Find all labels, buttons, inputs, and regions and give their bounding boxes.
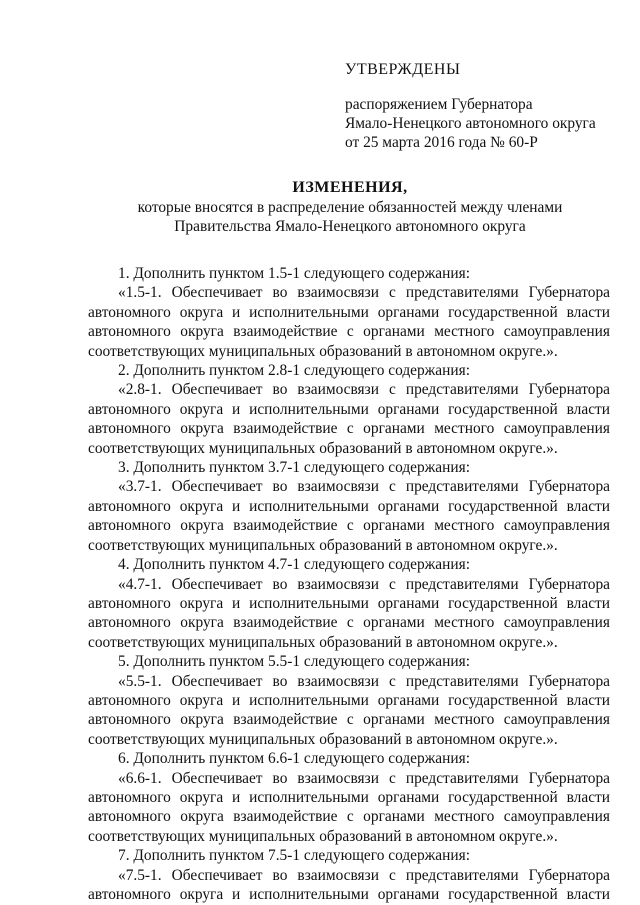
item-6-body: «6.6-1. Обеспечивает во взаимосвязи с представителями Губернатора автономного округа и исполнительными органами государственной власти автономного округа взаимодействие с органами местного самоуправления соответствующих муниципальных образований в автономном округе.». bbox=[88, 769, 610, 845]
item-2-heading: 2. Дополнить пунктом 2.8-1 следующего содержания: bbox=[118, 362, 470, 380]
item-4-heading: 4. Дополнить пунктом 4.7-1 следующего содержания: bbox=[118, 556, 470, 574]
item-3-heading: 3. Дополнить пунктом 3.7-1 следующего содержания: bbox=[118, 459, 470, 477]
approval-line-2: Ямало-Ненецкого автономного округа bbox=[345, 115, 596, 132]
document-title: ИЗМЕНЕНИЯ, bbox=[292, 179, 408, 196]
approval-block bbox=[345, 60, 596, 152]
item-4-text bbox=[88, 575, 610, 653]
item-5-text bbox=[88, 672, 610, 750]
title-block bbox=[0, 178, 640, 236]
document-body bbox=[88, 264, 610, 904]
document-subtitle-line-2: Правительства Ямало-Ненецкого автономного округа bbox=[174, 218, 526, 235]
document-subtitle-line-1: которые вносятся в распределение обязанностей между членами bbox=[137, 199, 563, 216]
item-3-text bbox=[88, 477, 610, 555]
item-6-heading: 6. Дополнить пунктом 6.6-1 следующего содержания: bbox=[118, 750, 470, 768]
item-6-text bbox=[88, 769, 610, 847]
item-5-body: «5.5-1. Обеспечивает во взаимосвязи с представителями Губернатора автономного округа и исполнительными органами государственной власти автономного округа взаимодействие с органами местного самоуправления соответствующих муниципальных образований в автономном округе.». bbox=[88, 672, 610, 748]
approval-line-1: распоряжением Губернатора bbox=[345, 96, 533, 113]
approval-heading: УТВЕРЖДЕНЫ bbox=[345, 61, 461, 78]
item-4-body: «4.7-1. Обеспечивает во взаимосвязи с представителями Губернатора автономного округа и исполнительными органами государственной власти автономного округа взаимодействие с органами местного самоуправления соответствующих муниципальных образований в автономном округе.». bbox=[88, 575, 610, 651]
item-3-body: «3.7-1. Обеспечивает во взаимосвязи с представителями Губернатора автономного округа и исполнительными органами государственной власти автономного округа взаимодействие с органами местного самоуправления соответствующих муниципальных образований в автономном округе.». bbox=[88, 478, 610, 554]
item-7-heading: 7. Дополнить пунктом 7.5-1 следующего содержания: bbox=[118, 847, 470, 865]
approval-line-3: от 25 марта 2016 года № 60-Р bbox=[345, 134, 538, 151]
item-5-heading: 5. Дополнить пунктом 5.5-1 следующего содержания: bbox=[118, 653, 470, 671]
item-2-text bbox=[88, 380, 610, 458]
item-7-text bbox=[88, 866, 610, 905]
item-1-text bbox=[88, 283, 610, 361]
item-1-body: «1.5-1. Обеспечивает во взаимосвязи с представителями Губернатора автономного округа и исполнительными органами государственной власти автономного округа взаимодействие с органами местного самоуправления соответствующих муниципальных образований в автономном округе.». bbox=[88, 284, 610, 360]
item-2-body: «2.8-1. Обеспечивает во взаимосвязи с представителями Губернатора автономного округа и исполнительными органами государственной власти автономного округа взаимодействие с органами местного самоуправления соответствующих муниципальных образований в автономном округе.». bbox=[88, 381, 610, 457]
item-7-body: «7.5-1. Обеспечивает во взаимосвязи с представителями Губернатора автономного округа и исполнительными органами государственной власти bbox=[88, 866, 610, 903]
item-1-heading: 1. Дополнить пунктом 1.5-1 следующего содержания: bbox=[118, 265, 470, 282]
